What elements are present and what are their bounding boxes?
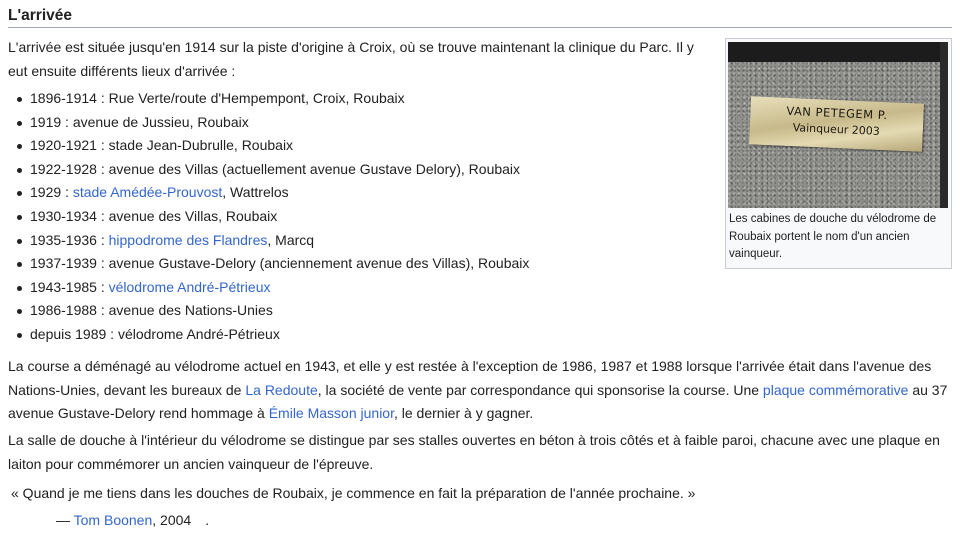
list-item: 1920-1921 : stade Jean-Dubrulle, Roubaix [30,134,529,158]
plaque-photo[interactable] [728,42,948,208]
arrival-locations-list [8,87,529,347]
section-heading: L'arrivée [8,0,952,28]
brass-plaque [749,96,924,152]
figure-thumbnail [725,38,952,269]
intro-paragraph: L'arrivée est située jusqu'en 1914 sur la piste d'origine à Croix, où se trouve maintenant la clinique du Parc. Il y eut ensuite différents lieux d'arrivée : [8,39,694,79]
article-section [8,0,952,528]
plaque-name: VAN PETEGEM P. [786,103,888,123]
list-item: 1930-1934 : avenue des Villas, Roubaix [30,205,529,229]
blockquote: « Quand je me tiens dans les douches de Roubaix, je commence en fait la préparation de l'année prochaine. » [11,485,696,501]
figure-caption: Les cabines de douche du vélodrome de Roubaix portent le nom d'un ancien vainqueur. [729,213,937,260]
list-item: 1986-1988 : avenue des Nations-Unies [30,299,529,323]
list-item: 1919 : avenue de Jussieu, Roubaix [30,111,529,135]
list-item: depuis 1989 : vélodrome André-Pétrieux [30,323,529,347]
link-plaque-commemorative[interactable]: plaque commémorative [762,381,909,398]
list-item: 1922-1928 : avenue des Villas (actuellement avenue Gustave Delory), Roubaix [30,158,529,182]
list-item: 1929 : stade Amédée-Prouvost, Wattrelos [30,181,529,205]
list-item: 1937-1939 : avenue Gustave-Delory (anciennement avenue des Villas), Roubaix [30,252,529,276]
link-hippodrome-des-flandres[interactable]: hippodrome des Flandres [108,231,268,248]
link-stade-amedee-prouvost[interactable]: stade Amédée-Prouvost [72,184,223,201]
plaque-title: Vainqueur 2003 [792,121,881,138]
list-item: 1943-1985 : vélodrome André-Pétrieux [30,276,529,300]
link-la-redoute[interactable]: La Redoute [245,381,318,398]
paragraph-velodrome-move: La course a déménagé au vélodrome actuel en 1943, et elle y est restée à l'exception de 1986, 1987 et 1988 lorsque l'arrivée était dans l'avenue des Nations-Unies, devant les bureaux de La Redoute, la société de vente par correspondance qui sponsorise la course. Une plaque commémorative au 37 avenue Gustave-Delory rend hommage à Émile Masson junior, le dernier à y gagner. [8,358,948,421]
paragraph-shower-room: La salle de douche à l'intérieur du vélodrome se distingue par ses stalles ouvertes en béton à trois côtés et à faible paroi, chacune avec une plaque en laiton pour commémorer un ancien vainqueur de l'épreuve. [8,432,940,472]
link-tom-boonen[interactable]: Tom Boonen [73,512,153,528]
link-velodrome-andre-petrieux[interactable]: vélodrome André-Pétrieux [108,278,271,295]
list-item: 1935-1936 : hippodrome des Flandres, Marcq [30,229,529,253]
quote-attribution: — Tom Boonen, 2004 . [56,512,210,528]
link-emile-masson-junior[interactable]: Émile Masson junior [268,405,394,421]
list-item: 1896-1914 : Rue Verte/route d'Hempempont, Croix, Roubaix [30,87,529,111]
